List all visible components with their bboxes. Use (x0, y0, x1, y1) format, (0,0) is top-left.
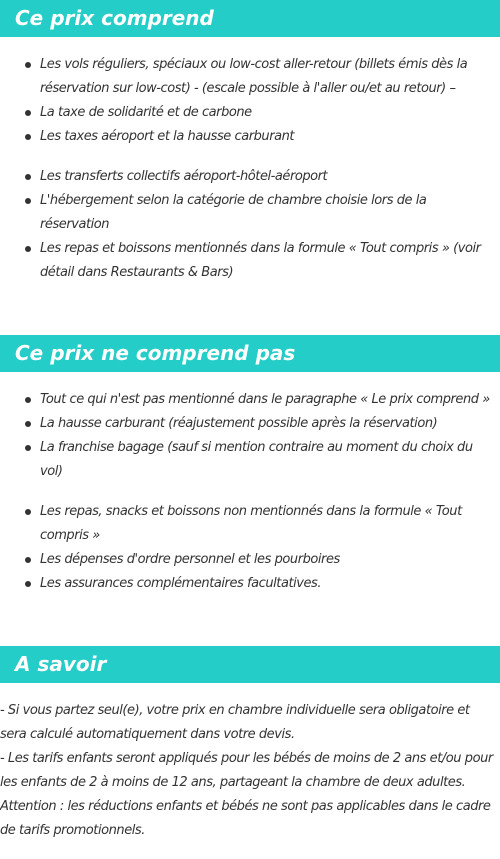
list-item: L'hébergement selon la catégorie de chambre choisie lors de la réservation (0, 189, 500, 237)
list-item: Les taxes aéroport et la hausse carburant (0, 125, 500, 149)
section-title-excludes: Ce prix ne comprend pas (0, 335, 500, 372)
list-item: Tout ce qui n'est pas mentionné dans le paragraphe « Le prix comprend » (0, 388, 500, 412)
list-item: Les dépenses d'ordre personnel et les pourboires (0, 548, 500, 572)
includes-list (0, 53, 500, 285)
info-paragraph: Attention : les réductions enfants et bébés ne sont pas applicables dans le cadre de tarifs promotionnels. (0, 799, 491, 838)
info-paragraph: - Les tarifs enfants seront appliqués pour les bébés de moins de 2 ans et/ou pour les enfants de 2 à moins de 12 ans, partageant la chambre de deux adultes. (0, 751, 493, 790)
list-item: La hausse carburant (réajustement possible après la réservation) (0, 412, 500, 436)
section-title-includes: Ce prix comprend (0, 0, 500, 37)
info-notes (0, 699, 500, 843)
info-paragraph: - Si vous partez seul(e), votre prix en chambre individuelle sera obligatoire et sera calculé automatiquement dans votre devis. (0, 703, 470, 742)
list-item: La franchise bagage (sauf si mention contraire au moment du choix du vol) (0, 436, 500, 484)
list-item: Les vols réguliers, spéciaux ou low-cost aller-retour (billets émis dès la réservation sur low-cost) - (escale possible à l'aller ou/et au retour) – (0, 53, 500, 101)
list-item: Les repas, snacks et boissons non mentionnés dans la formule « Tout compris » (0, 500, 500, 548)
list-item: Les transferts collectifs aéroport-hôtel-aéroport (0, 165, 500, 189)
list-item: La taxe de solidarité et de carbone (0, 101, 500, 125)
list-item: Les repas et boissons mentionnés dans la formule « Tout compris » (voir détail dans Restaurants & Bars) (0, 237, 500, 285)
section-title-info: A savoir (0, 646, 500, 683)
excludes-list (0, 388, 500, 596)
list-item: Les assurances complémentaires facultatives. (0, 572, 500, 596)
